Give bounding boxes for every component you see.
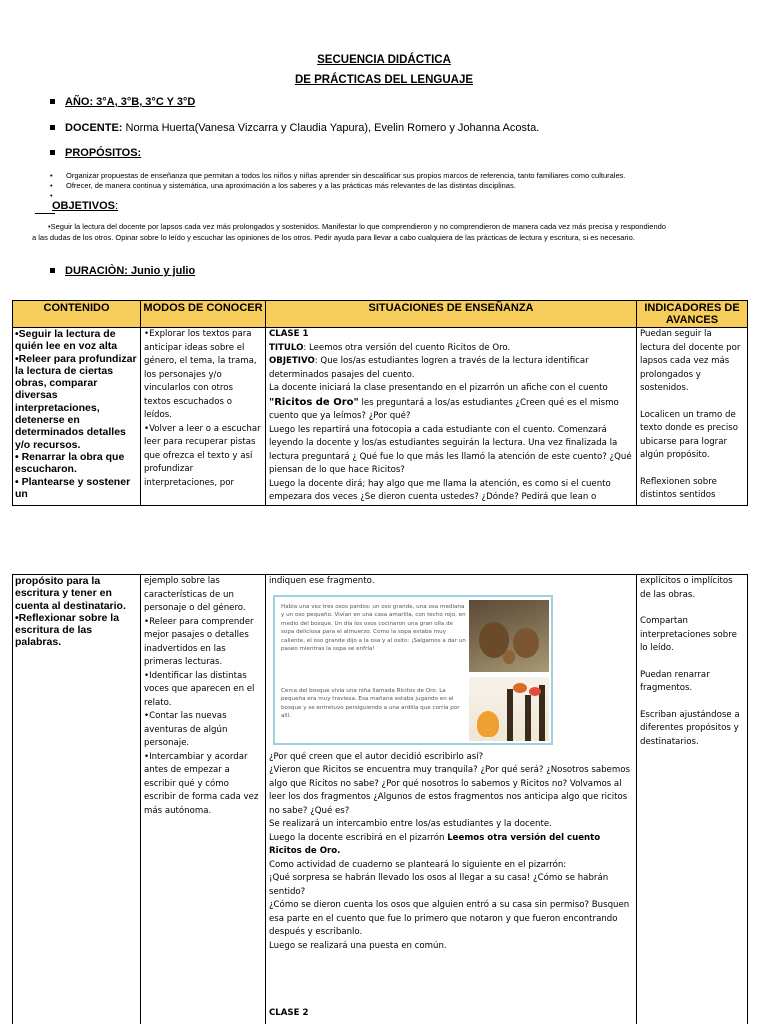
girl-forest-illustration [469, 677, 549, 741]
situacion-paragraph: indiquen ese fragmento. [269, 576, 375, 586]
story-excerpt-image [273, 595, 553, 745]
indicador-item: Localicen un tramo de texto donde es preciso ubicarse para lograr algún propósito. [640, 409, 739, 460]
situacion-paragraph: Como actividad de cuaderno se planteará lo siguiente en el pizarrón: [269, 859, 567, 870]
titulo-text: : Leemos otra versión del cuento Ricitos de Oro. [303, 342, 511, 353]
sequence-table-page-1 [12, 300, 748, 506]
contenido-text: propósito para la escritura y tener en cuenta al destinatario. •Reflexionar sobre la escritura de las palabras. [15, 575, 126, 649]
modos-cell [141, 328, 266, 506]
situacion-paragraph: ¿Por qué creen que el autor decidió escribirlo así? [269, 751, 484, 762]
header-situaciones: SITUACIONES DE ENSEÑANZA [266, 301, 637, 328]
proposito-item: • Organizar propuestas de enseñanza que permitan a todos los niños y niñas aprender sin descalificar sus propios marcos de referencia, tanto familiares como culturales. [50, 171, 625, 181]
contenido-text: •Seguir la lectura de quién lee en voz alta •Releer para profundizar la lectura de ciertas obras, comparar diversas interpretaciones, detenerse en determinados detalles y/o recursos. • Renarrar la obra que escucharon. • Plantearse y sostener un [15, 328, 137, 500]
situacion-text: La docente iniciará la clase presentando en el pizarrón un afiche con el cuento [269, 383, 608, 393]
header-indicadores: INDICADORES DE AVANCES [637, 301, 748, 328]
indicador-item: Puedan seguir la lectura del docente por lapsos cada vez más prolongados y sostenidos. [640, 329, 741, 393]
docente-value: Norma Huerta(Vanesa Vizcarra y Claudia Yapura), Evelin Romero y Johanna Acosta. [125, 122, 540, 134]
situacion-paragraph: ¡Qué sorpresa se habrán llevado los osos al llegar a su casa! ¿Cómo se habrán sentido? [269, 873, 609, 897]
docente-label: DOCENTE: [65, 122, 123, 134]
objetivos-heading [52, 200, 118, 212]
objetivos-line-1: •Seguir la lectura del docente por lapsos cada vez más prolongados y sostenidos. Manifestar lo que comprendieron y no comprendieron de manera cada vez más precisa y respondiendo [48, 222, 666, 231]
girl-shape [477, 711, 499, 737]
tree-shape [525, 695, 531, 741]
situaciones-cell [266, 575, 637, 1024]
tree-shape [507, 689, 513, 741]
header-contenido: CONTENIDO [13, 301, 141, 328]
objetivo-line [269, 355, 633, 382]
objetivos-line-2: a las dudas de los otros. Opinar sobre lo leído y escuchar las opiniones de los otros. Pedir ayuda para llevar a cabo cualquiera de las prácticas de lectura y escritura, si es necesario. [32, 233, 635, 242]
bear-shape [513, 628, 539, 658]
duracion-item [50, 265, 195, 277]
indicadores-cell [637, 575, 748, 1024]
bullet-icon [50, 99, 55, 104]
bears-illustration [469, 600, 549, 672]
clase-label: CLASE 1 [269, 329, 309, 339]
indicador-item: Reflexionen sobre distintos sentidos [640, 476, 717, 500]
docente-item [50, 122, 539, 134]
pizarron-title: Leemos otra versión del cuento Ricitos de Oro. [269, 832, 601, 856]
modos-text: •Explorar los textos para anticipar ideas sobre el género, el tema, la trama, los personajes y/o vincularlos con otros textos escuchados o leídos. •Volver a leer o a escuchar leer para recuperar pistas que ofrezca el texto y así profundizar interpretaciones, por [144, 329, 261, 488]
duracion-text: DURACIÒN: Junio y julio [65, 265, 196, 277]
story-fragment-1: Había una vez tres osos pardos: un oso grande, una osa mediana y un oso pequeño. Vivían en una casa amarilla, con techo rojo, en medio del bosque. Un día los osos cocinaron una gran olla de sopa deliciosa para el almuerzo. Como la sopa estaba muy caliente, el oso grande dijo a la osa y al osito: ¡Salgamos a dar un paseo mientras la sopa se enfría! [281, 603, 466, 652]
situacion-paragraph: ¿Vieron que Ricitos se encuentra muy tranquila? ¿Por qué será? ¿Nosotros sabemos algo que Ricitos no sabe? ¿Por qué nosotros lo sabemos y Ricitos no? Volvamos al leer los dos fragmentos ¿Algunos de estos fragmentos nos anticipa algo que ricitos no sabe? ¿Qué es? [269, 765, 630, 816]
indicador-item: Compartan interpretaciones sobre lo leído. [640, 616, 737, 653]
document-subtitle: DE PRÁCTICAS DEL LENGUAJE [294, 74, 474, 86]
indicador-item: Escriban ajustándose a diferentes propósitos y destinatarios. [640, 709, 740, 747]
header-modos: MODOS DE CONOCER [141, 301, 266, 328]
situacion-paragraph: Se realizará un intercambio entre los/as estudiantes y la docente. [269, 819, 552, 829]
objetivo-label: OBJETIVO [269, 356, 315, 366]
titulo-label: TITULO [269, 342, 304, 353]
leaf-shape [529, 687, 541, 696]
table-row [13, 575, 748, 1024]
situacion-text: les preguntará a los/as estudiantes ¿Creen qué es el mismo cuento que ya leímos? ¿Por qué? [269, 397, 619, 421]
sequence-table-page-2 [12, 574, 748, 1024]
table-row [13, 328, 748, 506]
situaciones-cell [266, 328, 637, 506]
situacion-paragraph [269, 832, 633, 859]
objetivos-label: OBJETIVOS [52, 200, 115, 212]
cuento-title: "Ricitos de Oro" [269, 396, 359, 408]
propositos-item [50, 147, 141, 159]
proposito-item: • Ofrecer, de manera continua y sistemática, una aproximación a los saberes y a las prácticas más relevantes de las distintas disciplinas. [50, 181, 625, 191]
anio-item [50, 96, 195, 108]
contenido-cell [13, 575, 141, 1024]
leaf-shape [513, 683, 527, 693]
titulo-line [269, 342, 633, 356]
situacion-paragraph: Luego les repartirá una fotocopia a cada estudiante con el cuento. Comenzará leyendo la docente y los/as estudiantes seguirán la lectura. Una vez finalizada la lectura preguntará ¿ Qué fue lo que más les llamó la atención de este cuento? ¿Qué piensan de lo que hace Ricitos? [269, 424, 632, 475]
indicadores-cell [637, 328, 748, 506]
objetivos-rule [35, 213, 55, 214]
situacion-paragraph [269, 382, 633, 424]
situacion-paragraph: Luego la docente dirá; hay algo que me llama la atención, es como si el cuento empezara dos veces ¿Se dieron cuenta ustedes? ¿Dónde? Pedirá que lean o [269, 478, 611, 502]
clase-2-label: CLASE 2 [269, 1008, 309, 1018]
objetivos-text [32, 221, 752, 243]
indicador-item: explícitos o implícitos de las obras. [640, 576, 733, 600]
bullet-icon [50, 268, 55, 273]
anio-text: AÑO: 3°A, 3°B, 3°C Y 3°D [65, 96, 196, 108]
propositos-list [50, 171, 625, 191]
objetivos-colon: : [114, 200, 119, 212]
story-fragment-2: Cerca del bosque vivía una niña llamada Ricitos de Oro. La pequeña era muy traviesa. Esa mañana estaba jugando en el bosque y se entretuvo persiguiendo a una ardilla que corría por allí. [281, 687, 460, 719]
indicador-item: Puedan renarrar fragmentos. [640, 669, 710, 693]
modos-text: ejemplo sobre las características de un personaje o del género. •Releer para comprender mejor pasajes o detalles inadvertidos en las primeras lecturas. •Identificar las distintas voces que aparecen en el relato. •Contar las nuevas aventuras de algún personaje. •Intercambiar y acordar antes de empezar a escribir qué y cómo escribir de forma cada vez más autónoma. [144, 576, 259, 816]
situacion-paragraph: ¿Cómo se dieron cuenta los osos que alguien entró a su casa sin permiso? Busquen esa parte en el cuento que fue lo primero que notaron y que fueron encontrando después y escribanlo. [269, 900, 630, 937]
propositos-label: PROPÓSITOS: [65, 147, 142, 159]
contenido-cell [13, 328, 141, 506]
bear-shape [503, 650, 515, 664]
bullet-icon [50, 125, 55, 130]
modos-cell [141, 575, 266, 1024]
table-header-row [13, 301, 748, 328]
bullet-icon [50, 150, 55, 155]
objetivo-text: : Que los/as estudiantes logren a través de la lectura identificar determinados pasajes del cuento. [269, 356, 589, 380]
situacion-paragraph: Luego se realizará una puesta en común. [269, 940, 447, 951]
document-title: SECUENCIA DIDÁCTICA [317, 54, 451, 66]
situacion-text: Luego la docente escribirá en el pizarrón [269, 832, 445, 843]
